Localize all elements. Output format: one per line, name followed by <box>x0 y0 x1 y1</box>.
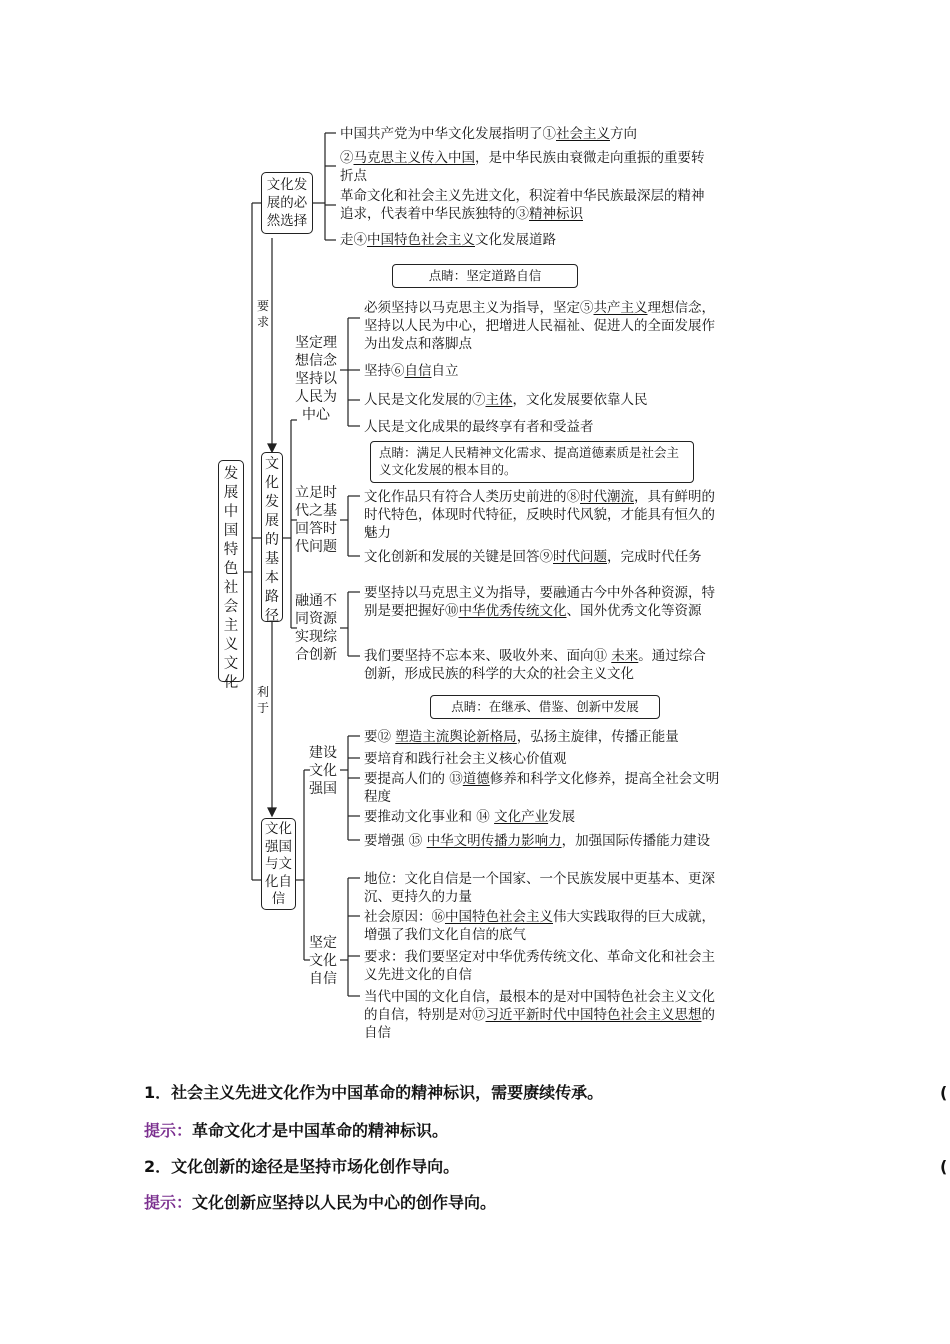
question-1-paren: ( <box>940 1083 948 1102</box>
confidence-item-3: 要求：我们要坚定对中华优秀传统文化、革命文化和社会主义先进文化的自信 <box>364 949 715 983</box>
confidence-title: 坚定文化自信 <box>309 935 337 987</box>
era-title: 立足时代之基回答时代问题 <box>295 485 337 555</box>
ideals-item-2: 坚持⑥自信自立 <box>364 363 459 379</box>
hint-1: 提示：革命文化才是中国革命的精神标识。 <box>144 1121 449 1140</box>
build-item-2: 要培育和践行社会主义核心价值观 <box>364 751 567 767</box>
connector-require-label: 要求 <box>256 299 269 329</box>
build-item-1: 要⑫ 塑造主流舆论新格局，弘扬主旋律，传播正能量 <box>364 729 679 745</box>
ideals-title: 坚定理想信念坚持以人民为中心 <box>295 335 337 423</box>
ideals-item-3: 人民是文化发展的⑦主体，文化发展要依靠人民 <box>364 392 648 408</box>
section-necessary-choice: 文化发展的必然选择 <box>261 172 313 234</box>
choice-item-3: 革命文化和社会主义先进文化，积淀着中华民族最深层的精神追求，代表着中华民族独特的③精神标识 <box>340 188 705 222</box>
choice-item-4: 走④中国特色社会主义文化发展道路 <box>340 232 556 248</box>
build-item-3: 要提高人们的 ⑬道德修养和科学文化修养，提高全社会文明程度 <box>364 771 720 805</box>
tip-people-needs: 点睛：满足人民精神文化需求、提高道德素质是社会主义文化发展的根本目的。 <box>370 441 694 483</box>
hint-2: 提示：文化创新应坚持以人民为中心的创作导向。 <box>144 1193 497 1212</box>
era-item-1: 文化作品只有符合人类历史前进的⑧时代潮流，具有鲜明的时代特色，体现时代特征，反映时代风貌，才能具有恒久的魅力 <box>364 489 715 541</box>
fusion-item-1: 要坚持以马克思主义为指导，要融通古今中外各种资源，特别是要把握好⑩中华优秀传统文化、国外优秀文化等资源 <box>364 585 715 619</box>
fusion-title: 融通不同资源实现综合创新 <box>295 593 337 663</box>
era-item-2: 文化创新和发展的关键是回答⑨时代问题，完成时代任务 <box>364 549 702 565</box>
confidence-item-1: 地位：文化自信是一个国家、一个民族发展中更基本、更深沉、更持久的力量 <box>364 871 715 905</box>
choice-item-2: ②马克思主义传入中国，是中华民族由衰微走向重振的重要转折点 <box>340 150 705 184</box>
section-strong-confident: 文化强国与文化自信 <box>261 818 296 910</box>
tip-road-confidence: 点睛：坚定道路自信 <box>392 264 578 288</box>
confidence-item-4: 当代中国的文化自信，最根本的是对中国特色社会主义文化的自信，特别是对⑰习近平新时代中国特色社会主义思想的自信 <box>364 989 715 1041</box>
question-2-paren: ( <box>940 1157 948 1176</box>
build-item-4: 要推动文化事业和 ⑭ 文化产业发展 <box>364 809 576 825</box>
root-node: 发展中国特色社会主义文化 <box>218 460 244 682</box>
ideals-item-4: 人民是文化成果的最终享有者和受益者 <box>364 419 594 435</box>
question-2: 2．文化创新的途径是坚持市场化创作导向。 <box>144 1157 460 1176</box>
fusion-item-2: 我们要坚持不忘本来、吸收外来、面向⑪ 未来。通过综合创新，形成民族的科学的大众的社会主义文化 <box>364 648 706 682</box>
section-basic-path: 文化发展的基本路径 <box>261 452 283 622</box>
question-1: 1．社会主义先进文化作为中国革命的精神标识，需要赓续传承。 <box>144 1083 604 1102</box>
tip-inherit-innovate: 点睛：在继承、借鉴、创新中发展 <box>430 695 660 719</box>
confidence-item-2: 社会原因：⑯中国特色社会主义伟大实践取得的巨大成就，增强了我们文化自信的底气 <box>364 909 715 943</box>
ideals-item-1: 必须坚持以马克思主义为指导，坚定⑤共产主义理想信念，坚持以人民为中心，把增进人民福祉、促进人的全面发展作为出发点和落脚点 <box>364 300 715 352</box>
connector-benefit-label: 利于 <box>256 685 269 715</box>
build-title: 建设文化强国 <box>309 745 337 797</box>
build-item-5: 要增强 ⑮ 中华文明传播力影响力，加强国际传播能力建设 <box>364 833 711 849</box>
choice-item-1: 中国共产党为中华文化发展指明了①社会主义方向 <box>340 126 637 142</box>
